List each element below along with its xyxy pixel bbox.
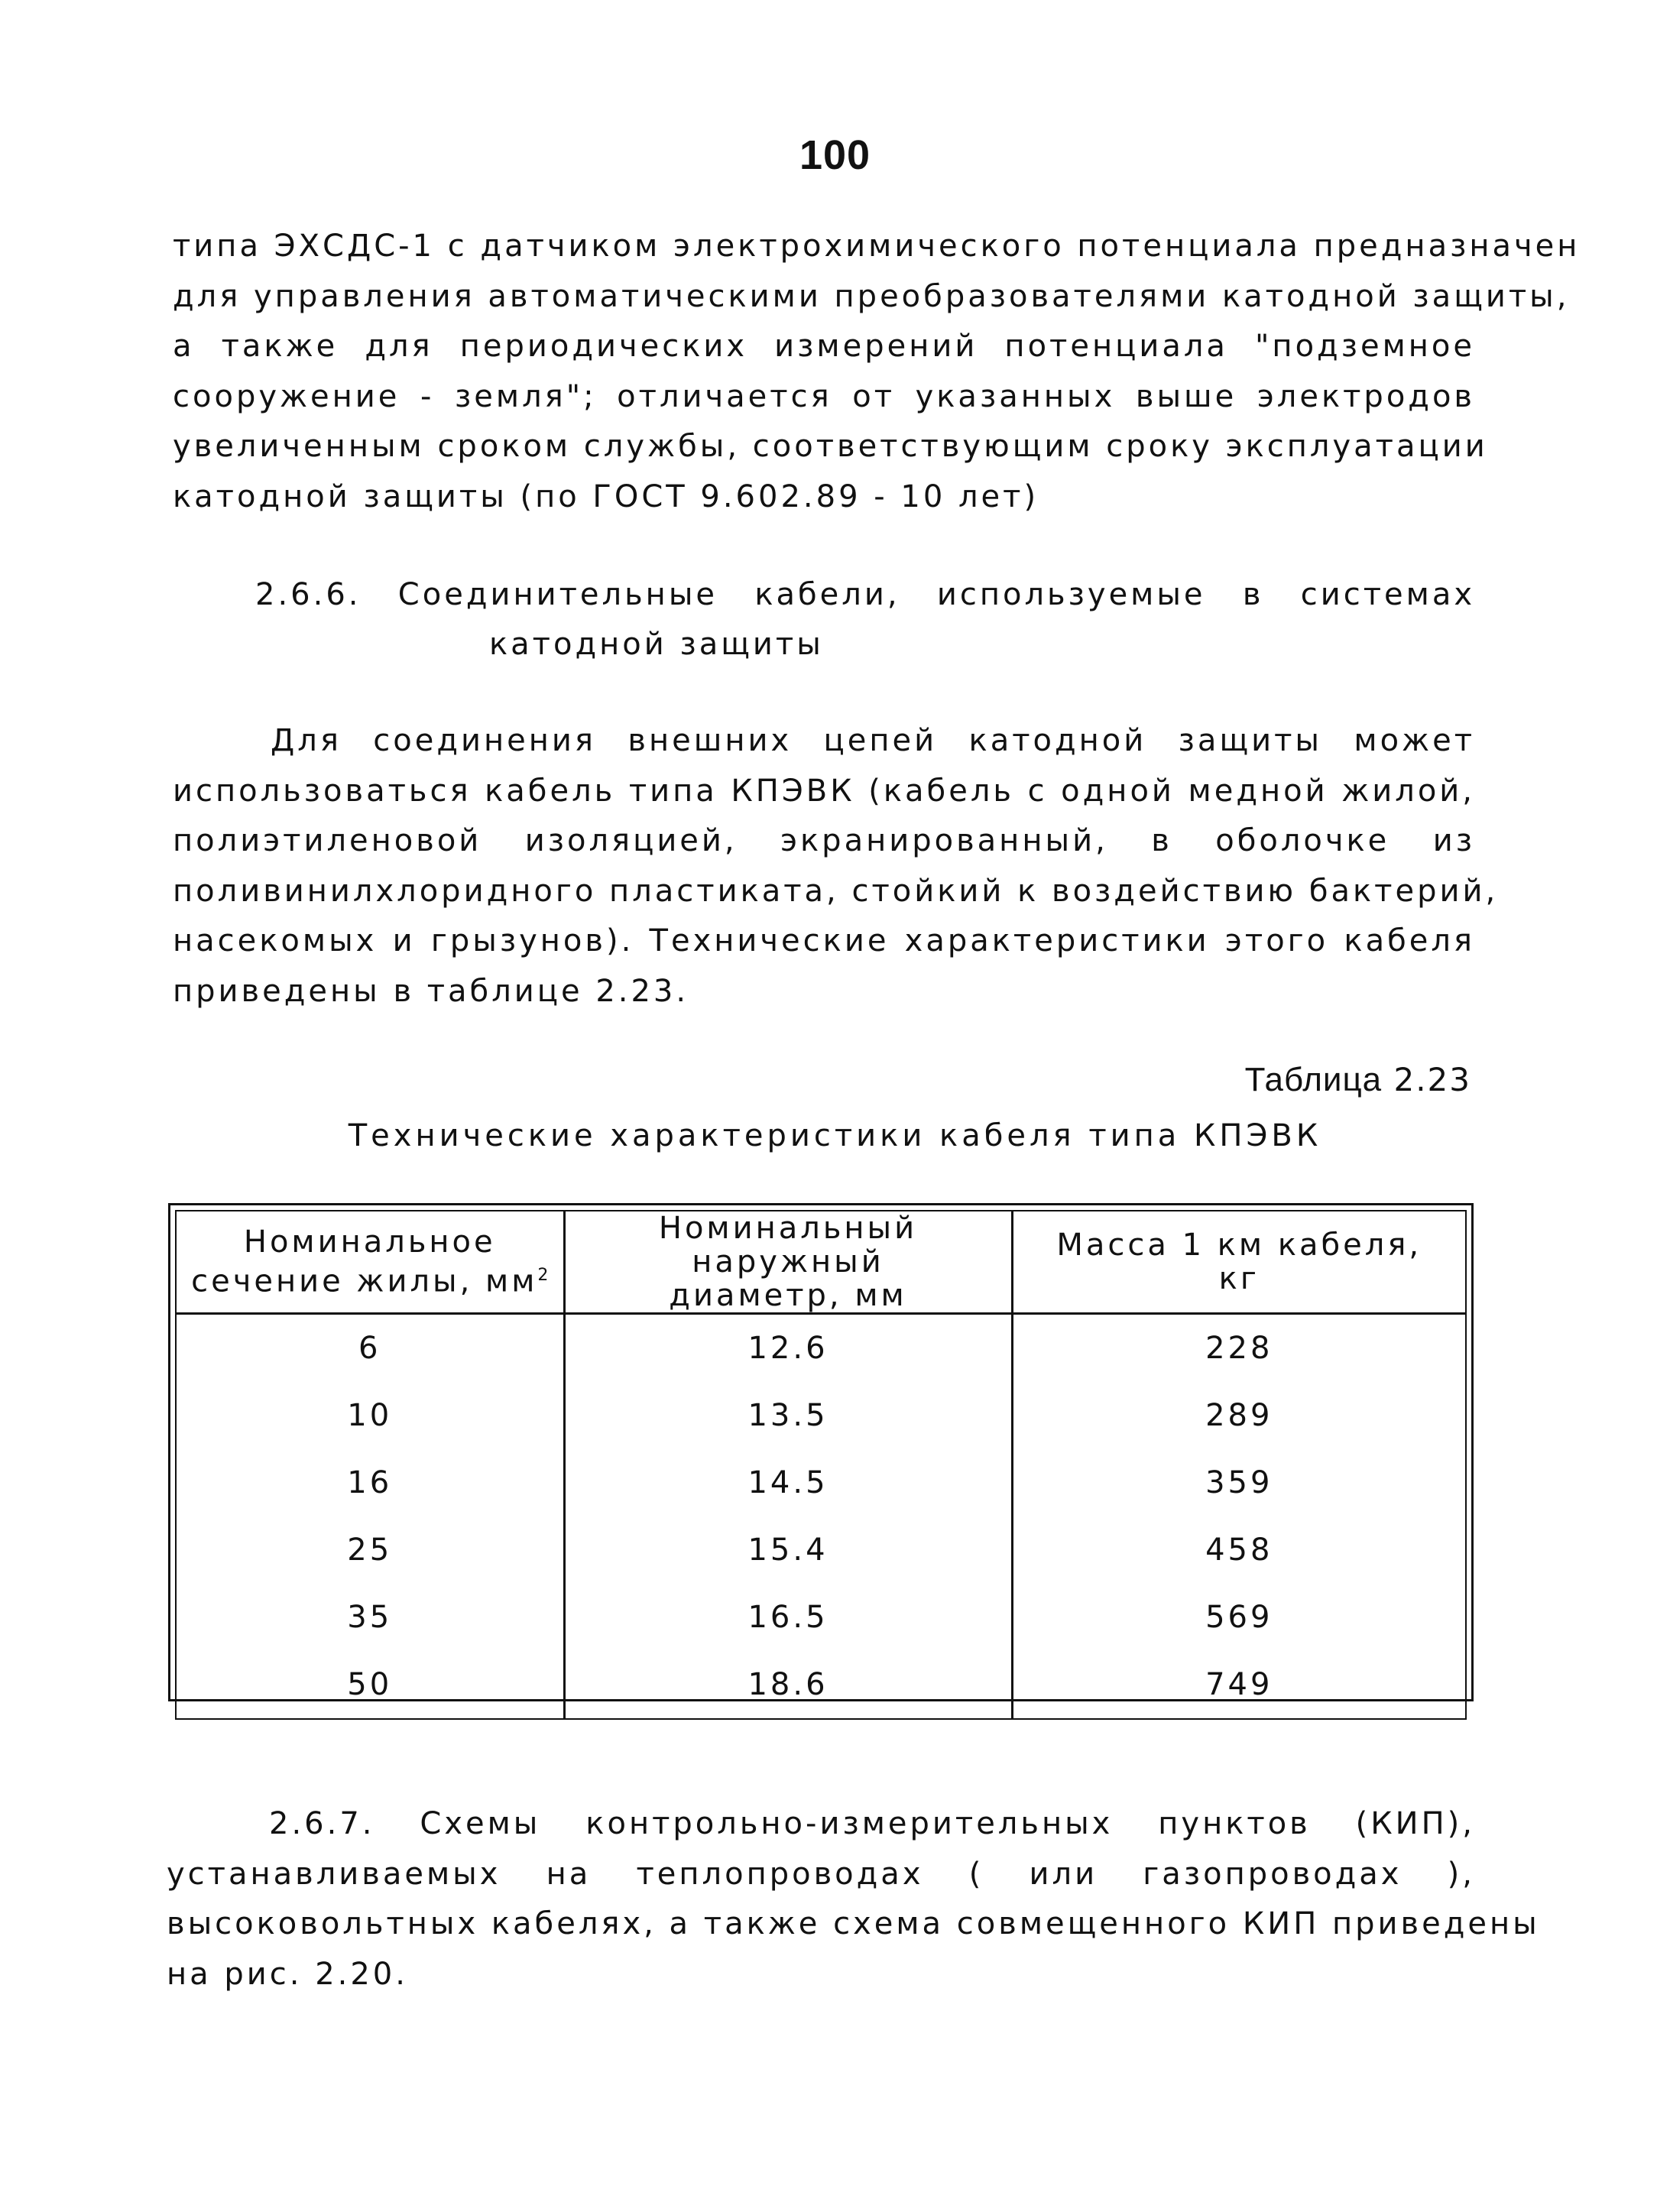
header-line: сечение жилы, мм — [191, 1263, 538, 1299]
intro-line: типа ЭХСДС-1 с датчиком электрохимического потенциала предназначен — [173, 229, 1581, 264]
intro-line: для управления автоматическими преобразователями катодной защиты, — [173, 278, 1570, 314]
cell-outer-diameter: 16.5 — [564, 1584, 1012, 1651]
table-row — [176, 1651, 1466, 1719]
cell-outer-diameter: 18.6 — [564, 1651, 1012, 1719]
table-row — [176, 1314, 1466, 1383]
cell-mass: 458 — [1012, 1516, 1466, 1584]
intro-line: увеличенным сроком службы, соответствующим сроку эксплуатации — [173, 429, 1488, 464]
header-line: кг — [1218, 1261, 1260, 1296]
header-mass — [1012, 1211, 1466, 1314]
section-267-line: устанавливаемых на теплопроводах ( или газопроводах ), — [167, 1856, 1475, 1892]
intro-paragraph — [173, 222, 1581, 522]
section-heading-2-6-6 — [255, 570, 1475, 670]
table-label — [1245, 1061, 1471, 1099]
cell-outer-diameter: 15.4 — [564, 1516, 1012, 1584]
unit-superscript: 2 — [537, 1266, 549, 1286]
cable-line: насекомых и грызунов). Технические характеристики этого кабеля — [173, 923, 1475, 958]
cable-line: приведены в таблице 2.23. — [173, 973, 689, 1009]
header-line: диаметр, мм — [669, 1278, 907, 1313]
table-row — [176, 1516, 1466, 1584]
cell-cross-section: 16 — [347, 1465, 393, 1500]
intro-line: а также для периодических измерений потенциала "подземное — [173, 329, 1475, 364]
specs-table-frame — [168, 1203, 1474, 1701]
cell-mass: 569 — [1012, 1584, 1466, 1651]
table-row — [176, 1584, 1466, 1651]
section-heading-line: 2.6.6. Соединительные кабели, используемые в системах — [255, 577, 1475, 612]
specs-table — [175, 1210, 1467, 1720]
cable-line: использоваться кабель типа КПЭВК (кабель с одной медной жилой, — [173, 773, 1475, 809]
cable-paragraph — [173, 716, 1499, 1017]
header-line: Номинальный наружный — [658, 1211, 918, 1280]
cell-outer-diameter: 13.5 — [564, 1382, 1012, 1449]
table-title: Технические характеристики кабеля типа КПЭВК — [348, 1118, 1322, 1153]
section-267-line: высоковольтных кабелях, а также схема совмещенного КИП приведены — [167, 1906, 1540, 1941]
cell-mass: 228 — [1012, 1314, 1466, 1383]
cell-mass: 749 — [1012, 1651, 1466, 1719]
intro-line: катодной защиты (по ГОСТ 9.602.89 - 10 лет) — [173, 478, 1039, 514]
section-267-line: на рис. 2.20. — [167, 1956, 408, 1992]
cell-cross-section: 50 — [347, 1667, 393, 1702]
header-cross-section — [176, 1211, 564, 1314]
cell-cross-section: 35 — [347, 1600, 393, 1635]
cell-mass: 359 — [1012, 1449, 1466, 1516]
header-line: Номинальное — [243, 1224, 496, 1260]
section-paragraph-2-6-7 — [167, 1799, 1540, 2000]
section-267-line: 2.6.7. Схемы контрольно-измерительных пунктов (КИП), — [269, 1806, 1475, 1841]
table-header-row — [176, 1211, 1466, 1314]
section-heading-line: катодной защиты — [489, 627, 824, 662]
cable-line: полиэтиленовой изоляцией, экранированный, в оболочке из — [173, 823, 1475, 858]
cell-cross-section: 6 — [358, 1331, 381, 1366]
page-number: 100 — [799, 132, 871, 178]
header-line: Масса 1 км кабеля, — [1056, 1228, 1422, 1263]
cell-cross-section: 25 — [347, 1533, 393, 1568]
cable-line: поливинилхлоридного пластиката, стойкий к воздействию бактерий, — [173, 873, 1499, 909]
table-label-word: Таблица — [1244, 1061, 1383, 1098]
table-label-number: 2.23 — [1393, 1061, 1471, 1098]
cable-line: Для соединения внешних цепей катодной защиты может — [271, 723, 1475, 758]
cell-cross-section: 10 — [347, 1398, 393, 1433]
cell-outer-diameter: 14.5 — [564, 1449, 1012, 1516]
intro-line: сооружение - земля"; отличается от указанных выше электродов — [173, 378, 1475, 414]
table-row — [176, 1382, 1466, 1449]
table-row — [176, 1449, 1466, 1516]
cell-outer-diameter: 12.6 — [564, 1314, 1012, 1383]
header-outer-diameter — [564, 1211, 1012, 1314]
cell-mass: 289 — [1012, 1382, 1466, 1449]
